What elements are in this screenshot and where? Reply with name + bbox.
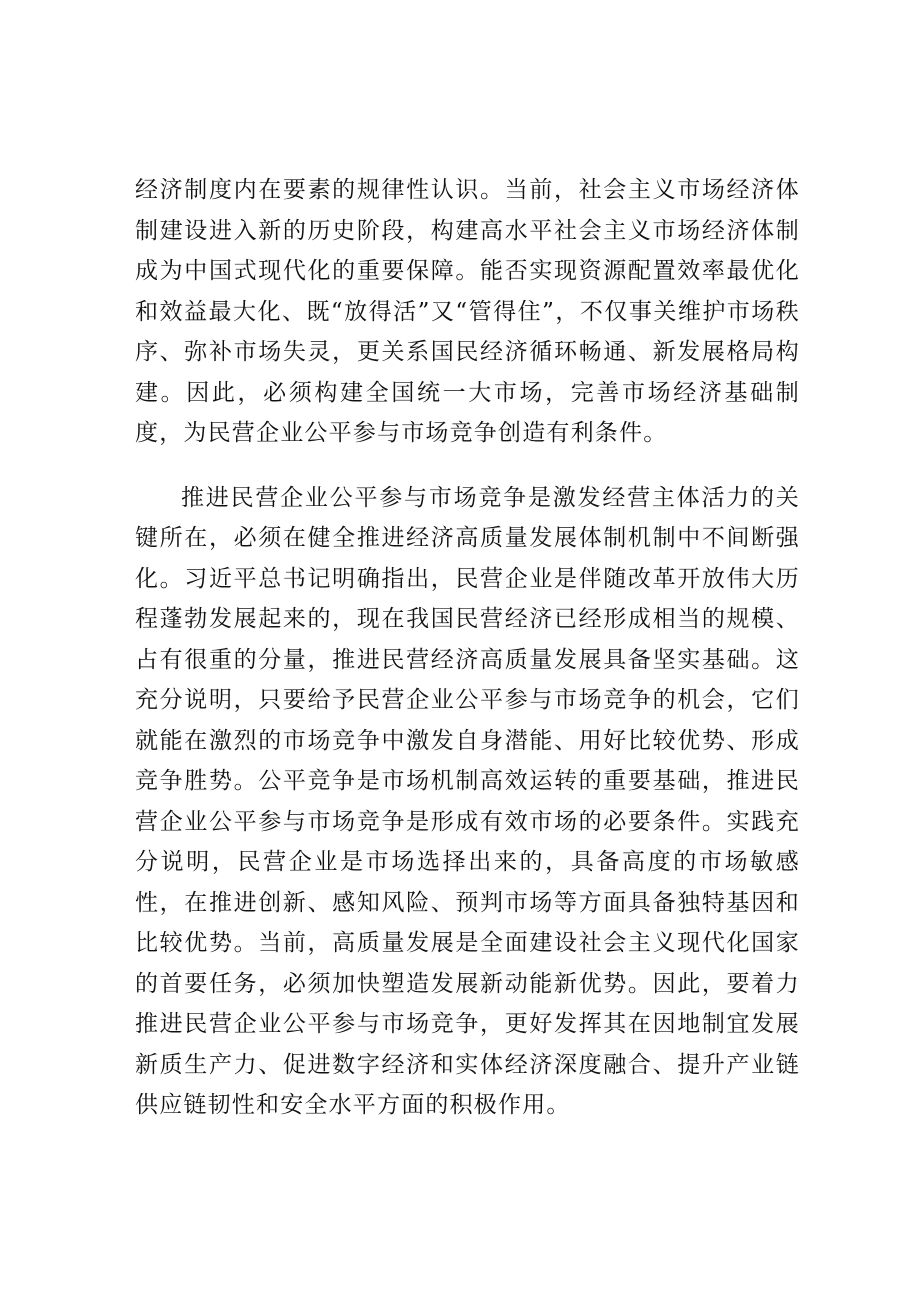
- paragraph-2: 推进民营企业公平参与市场竞争是激发经营主体活力的关键所在，必须在健全推进经济高质量发展体制机制中不间断强化。习近平总书记明确指出，民营企业是伴随改革开放伟大历程蓬勃发展起来的，现在我国民营经济已经形成相当的规模、占有很重的分量，推进民营经济高质量发展具备坚实基础。这充分说明，只要给予民营企业公平参与市场竞争的机会，它们就能在激烈的市场竞争中激发自身潜能、用好比较优势、形成竞争胜势。公平竞争是市场机制高效运转的重要基础，推进民营企业公平参与市场竞争是形成有效市场的必要条件。实践充分说明，民营企业是市场选择出来的，具备高度的市场敏感性，在推进创新、感知风险、预判市场等方面具备独特基因和比较优势。当前，高质量发展是全面建设社会主义现代化国家的首要任务，必须加快塑造发展新动能新优势。因此，要着力推进民营企业公平参与市场竞争，更好发挥其在因地制宜发展新质生产力、促进数字经济和实体经济深度融合、提升产业链供应链韧性和安全水平方面的积极作用。: [135, 484, 800, 1118]
- paragraph-1: 经济制度内在要素的规律性认识。当前，社会主义市场经济体制建设进入新的历史阶段，构建高水平社会主义市场经济体制成为中国式现代化的重要保障。能否实现资源配置效率最优化和效益最大化、既“放得活”又“管得住”，不仅事关维护市场秩序、弥补市场失灵，更关系国民经济循环畅通、新发展格局构建。因此，必须构建全国统一大市场，完善市场经济基础制度，为民营企业公平参与市场竞争创造有利条件。: [135, 177, 800, 446]
- document-body: [135, 170, 800, 1126]
